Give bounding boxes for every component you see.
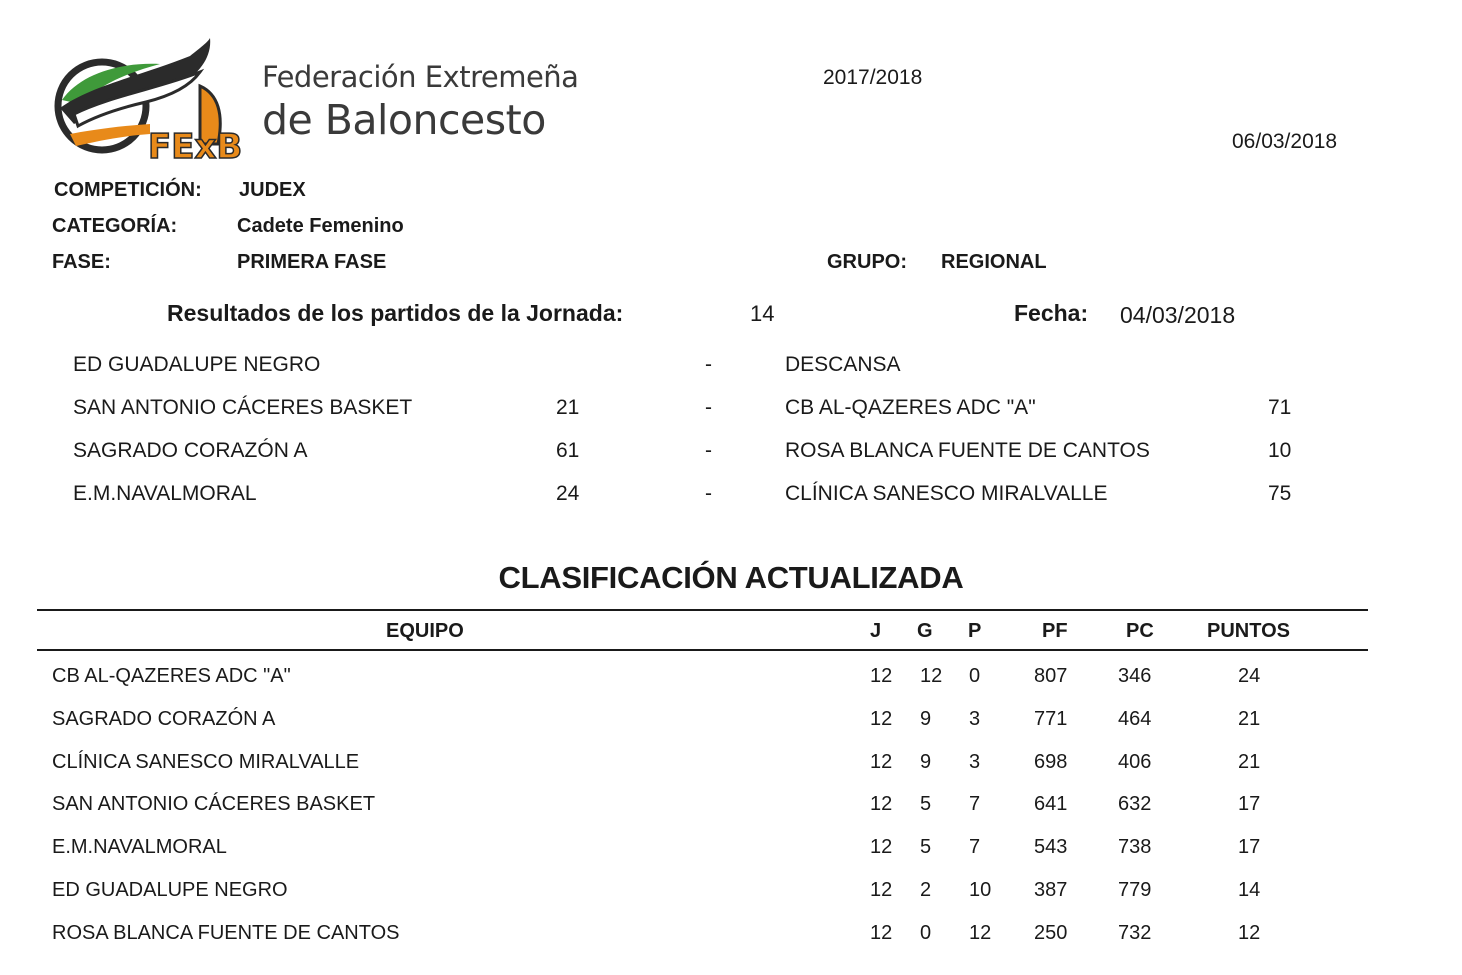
col-p: P xyxy=(968,620,982,642)
away-score: 75 xyxy=(1268,482,1292,505)
home-team: SAN ANTONIO CÁCERES BASKET xyxy=(73,396,413,419)
org-name-line2: de Baloncesto xyxy=(262,96,546,144)
col-pc: PC xyxy=(1126,620,1154,642)
col-pf: PF xyxy=(1042,620,1068,642)
logo-lettering: FExB xyxy=(148,127,243,167)
away-team: ROSA BLANCA FUENTE DE CANTOS xyxy=(785,439,1150,462)
won-cell: 5 xyxy=(920,793,932,816)
lost-cell: 7 xyxy=(969,836,981,859)
col-puntos: PUNTOS xyxy=(1207,620,1290,642)
played-cell: 12 xyxy=(870,707,893,730)
away-team: CLÍNICA SANESCO MIRALVALLE xyxy=(785,482,1108,505)
points-cell: 12 xyxy=(1238,921,1261,944)
categoria-label: CATEGORÍA: xyxy=(52,215,178,237)
lost-cell: 10 xyxy=(969,879,992,901)
fexb-logo xyxy=(50,34,243,167)
points-against-cell: 732 xyxy=(1118,921,1152,944)
results-title: Resultados de los partidos de la Jornada: xyxy=(167,300,624,326)
table-header-rule xyxy=(37,649,1368,651)
score-separator: - xyxy=(705,439,712,462)
categoria-value: Cadete Femenino xyxy=(237,215,404,237)
lost-cell: 3 xyxy=(969,750,981,773)
competicion-label: COMPETICIÓN: xyxy=(54,179,202,201)
points-cell: 21 xyxy=(1238,750,1261,773)
fase-value: PRIMERA FASE xyxy=(237,251,387,273)
played-cell: 12 xyxy=(870,793,893,816)
print-date: 06/03/2018 xyxy=(1232,130,1338,153)
competicion-value: JUDEX xyxy=(239,179,306,201)
won-cell: 2 xyxy=(920,879,932,901)
points-against-cell: 346 xyxy=(1118,665,1152,687)
fase-label: FASE: xyxy=(52,251,111,273)
away-team: CB AL-QAZERES ADC "A" xyxy=(785,396,1036,419)
points-against-cell: 406 xyxy=(1118,750,1152,773)
points-for-cell: 807 xyxy=(1034,665,1068,687)
away-score: 10 xyxy=(1268,439,1292,462)
team-name-cell: E.M.NAVALMORAL xyxy=(52,836,227,859)
points-for-cell: 641 xyxy=(1034,793,1068,816)
col-g: G xyxy=(917,620,933,642)
points-cell: 17 xyxy=(1238,793,1261,816)
team-name-cell: ED GUADALUPE NEGRO xyxy=(52,879,288,901)
played-cell: 12 xyxy=(870,879,893,901)
score-separator: - xyxy=(705,353,712,376)
home-team: E.M.NAVALMORAL xyxy=(73,482,257,505)
table-top-rule xyxy=(37,609,1368,611)
grupo-value: REGIONAL xyxy=(941,251,1047,273)
played-cell: 12 xyxy=(870,836,893,859)
jornada-number: 14 xyxy=(750,301,775,326)
lost-cell: 3 xyxy=(969,707,981,730)
fecha-label: Fecha: xyxy=(1014,300,1089,326)
points-against-cell: 779 xyxy=(1118,879,1152,901)
points-for-cell: 250 xyxy=(1034,921,1068,944)
away-score: 71 xyxy=(1268,396,1292,419)
points-for-cell: 771 xyxy=(1034,707,1068,730)
col-equipo: EQUIPO xyxy=(386,620,464,642)
played-cell: 12 xyxy=(870,921,893,944)
points-for-cell: 387 xyxy=(1034,879,1068,901)
team-name-cell: CLÍNICA SANESCO MIRALVALLE xyxy=(52,750,360,773)
points-against-cell: 738 xyxy=(1118,836,1152,859)
away-team: DESCANSA xyxy=(785,353,901,376)
grupo-label: GRUPO: xyxy=(827,251,907,273)
col-j: J xyxy=(870,620,882,642)
won-cell: 9 xyxy=(920,750,932,773)
played-cell: 12 xyxy=(870,750,893,773)
won-cell: 12 xyxy=(920,665,943,687)
team-name-cell: SAGRADO CORAZÓN A xyxy=(52,707,276,730)
standings-title: CLASIFICACIÓN ACTUALIZADA xyxy=(498,560,964,595)
points-cell: 21 xyxy=(1238,707,1261,730)
score-separator: - xyxy=(705,482,712,505)
team-name-cell: SAN ANTONIO CÁCERES BASKET xyxy=(52,793,376,816)
points-cell: 14 xyxy=(1238,879,1261,901)
points-for-cell: 543 xyxy=(1034,836,1068,859)
lost-cell: 7 xyxy=(969,793,981,816)
played-cell: 12 xyxy=(870,665,893,687)
home-team: ED GUADALUPE NEGRO xyxy=(73,353,321,376)
lost-cell: 0 xyxy=(969,665,981,687)
points-for-cell: 698 xyxy=(1034,750,1068,773)
lost-cell: 12 xyxy=(969,921,992,944)
home-score: 61 xyxy=(556,439,580,462)
won-cell: 0 xyxy=(920,921,932,944)
points-against-cell: 464 xyxy=(1118,707,1152,730)
team-name-cell: CB AL-QAZERES ADC "A" xyxy=(52,665,291,687)
won-cell: 5 xyxy=(920,836,932,859)
points-against-cell: 632 xyxy=(1118,793,1152,816)
points-cell: 17 xyxy=(1238,836,1261,859)
fecha-value: 04/03/2018 xyxy=(1120,302,1236,328)
season: 2017/2018 xyxy=(823,66,923,89)
won-cell: 9 xyxy=(920,707,932,730)
score-separator: - xyxy=(705,396,712,419)
home-team: SAGRADO CORAZÓN A xyxy=(73,439,308,462)
org-name-line1: Federación Extremeña xyxy=(262,60,579,94)
points-cell: 24 xyxy=(1238,665,1261,687)
home-score: 24 xyxy=(556,482,580,505)
home-score: 21 xyxy=(556,396,580,419)
team-name-cell: ROSA BLANCA FUENTE DE CANTOS xyxy=(52,921,400,944)
